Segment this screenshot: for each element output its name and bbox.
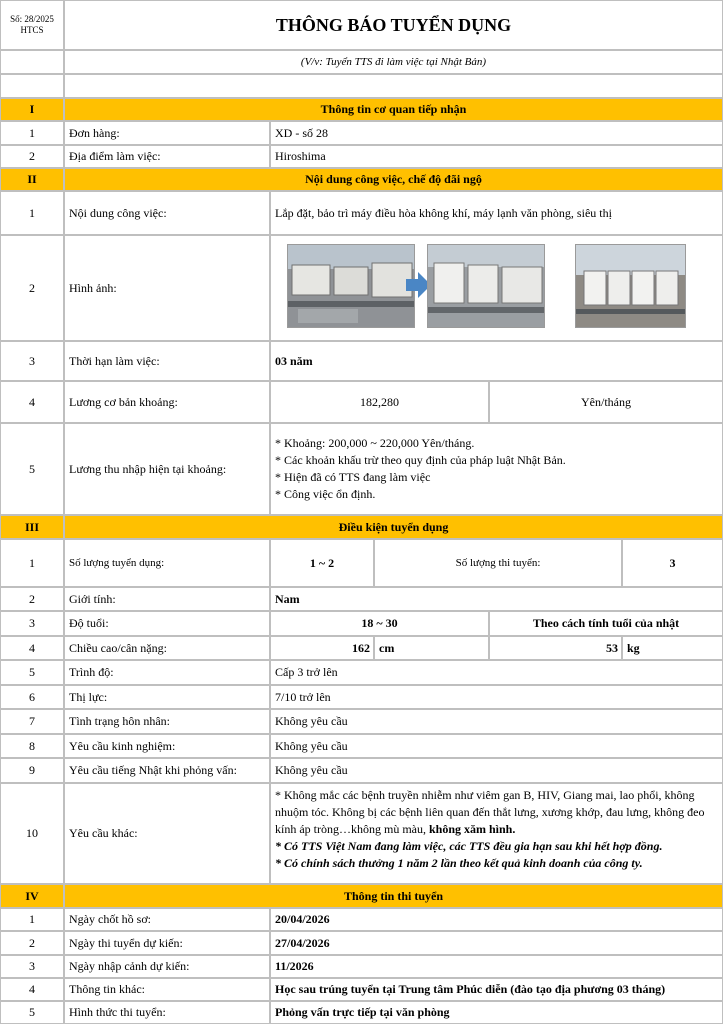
row-label: Số lượng tuyển dụng: (64, 539, 270, 587)
page-subtitle: (V/v: Tuyển TTS đi làm việc tại Nhật Bản) (64, 50, 723, 74)
work-duration: 03 năm (270, 341, 723, 381)
income-line: * Khoảng: 200,000 ~ 220,000 Yên/tháng. (275, 436, 475, 450)
extension-note: * Có TTS Việt Nam đang làm việc, các TTS đều gia hạn sau khi hết hợp đồng. (275, 839, 663, 853)
row-label: Yêu cầu tiếng Nhật khi phỏng vấn: (64, 758, 270, 783)
row-label: Ngày chốt hồ sơ: (64, 908, 270, 931)
base-salary-unit: Yên/tháng (489, 381, 723, 423)
age-note: Theo cách tính tuổi của nhật (489, 611, 723, 636)
row-number: 7 (0, 709, 64, 734)
row-number: 4 (0, 978, 64, 1001)
row-number: 2 (0, 145, 64, 168)
exam-format-value: Phỏng vấn trực tiếp tại văn phòng (270, 1001, 723, 1024)
job-description: Lắp đặt, bảo trì máy điều hòa không khí, máy lạnh văn phòng, siêu thị (270, 191, 723, 235)
recruit-count: 1 ~ 2 (270, 539, 374, 587)
experience-value: Không yêu cầu (270, 734, 723, 758)
row-label: Giới tính: (64, 587, 270, 611)
weight-unit: kg (622, 636, 723, 660)
row-number: 2 (0, 587, 64, 611)
section-4-number: IV (0, 884, 64, 908)
section-2-title: Nội dung công việc, chế độ đãi ngộ (64, 168, 723, 191)
row-label: Độ tuổi: (64, 611, 270, 636)
age-range: 18 ~ 30 (270, 611, 489, 636)
row-label: Hình thức thi tuyển: (64, 1001, 270, 1024)
row-number: 1 (0, 121, 64, 145)
row-number: 4 (0, 636, 64, 660)
row-number: 5 (0, 423, 64, 515)
location-value: Hiroshima (270, 145, 723, 168)
row-number: 3 (0, 955, 64, 978)
row-number: 5 (0, 660, 64, 685)
order-value: XD - số 28 (270, 121, 723, 145)
ac-units-photo-before (287, 244, 415, 328)
ac-units-photo-after (427, 244, 545, 328)
row-label: Yêu cầu kinh nghiệm: (64, 734, 270, 758)
income-line: * Công việc ổn định. (275, 487, 376, 501)
row-label: Thị lực: (64, 685, 270, 709)
section-1-title: Thông tin cơ quan tiếp nhận (64, 98, 723, 121)
eyesight-value: 7/10 trở lên (270, 685, 723, 709)
income-line: * Các khoản khấu trừ theo quy định của pháp luật Nhật Bản. (275, 453, 566, 467)
exam-date-value: 27/04/2026 (270, 931, 723, 955)
row-number: 1 (0, 191, 64, 235)
row-label: Lương thu nhập hiện tại khoảng: (64, 423, 270, 515)
row-label: Hình ảnh: (64, 235, 270, 341)
row-number: 6 (0, 685, 64, 709)
row-label: Nội dung công việc: (64, 191, 270, 235)
no-tattoo-text: không xăm hình. (428, 822, 516, 836)
spacer-left (0, 50, 64, 74)
other-requirements (270, 783, 723, 884)
ac-units-rooftop-photo (575, 244, 686, 328)
other-info-value: Học sau trúng tuyển tại Trung tâm Phúc diễn (đào tạo địa phương 03 tháng) (270, 978, 723, 1001)
row-number: 3 (0, 341, 64, 381)
education-value: Cấp 3 trở lên (270, 660, 723, 685)
row-label: Thông tin khác: (64, 978, 270, 1001)
section-1-number: I (0, 98, 64, 121)
japanese-requirement-value: Không yêu cầu (270, 758, 723, 783)
row-label: Thời hạn làm việc: (64, 341, 270, 381)
row-number: 5 (0, 1001, 64, 1024)
exam-count: 3 (622, 539, 723, 587)
section-4-title: Thông tin thi tuyển (64, 884, 723, 908)
doc-number-box (0, 0, 64, 50)
page-title: THÔNG BÁO TUYỂN DỤNG (64, 0, 723, 50)
doc-number: Số: 28/2025 (10, 14, 54, 24)
row-label: Trình độ: (64, 660, 270, 685)
income-line: * Hiện đã có TTS đang làm việc (275, 470, 431, 484)
row-label: Ngày nhập cảnh dự kiến: (64, 955, 270, 978)
row-label: Chiều cao/cân nặng: (64, 636, 270, 660)
row-label: Địa điểm làm việc: (64, 145, 270, 168)
income-details (270, 423, 723, 515)
row-number: 1 (0, 908, 64, 931)
row-label: Đơn hàng: (64, 121, 270, 145)
row-number: 10 (0, 783, 64, 884)
row-label: Tình trạng hôn nhân: (64, 709, 270, 734)
base-salary-value: 182,280 (270, 381, 489, 423)
height-value: 162 (270, 636, 374, 660)
row-number: 4 (0, 381, 64, 423)
health-requirements (275, 787, 718, 838)
bonus-note: * Có chính sách thưởng 1 năm 2 lần theo kết quả kinh doanh của công ty. (275, 856, 643, 870)
row-label: Yêu cầu khác: (64, 783, 270, 884)
health-text: * Không mắc các bệnh truyền nhiễm như viêm gan B, HIV, Giang mai, lao phổi, không nhuộm tóc. Không bị các bệnh liên quan đến thắt lưng, xương khớp, đau lưng, không đeo kính áp tròng…không mù màu, (275, 788, 705, 836)
spacer-row-a (0, 74, 64, 98)
weight-value: 53 (489, 636, 622, 660)
row-number: 8 (0, 734, 64, 758)
height-unit: cm (374, 636, 489, 660)
row-label: Lương cơ bản khoảng: (64, 381, 270, 423)
section-3-title: Điều kiện tuyển dụng (64, 515, 723, 539)
entry-date-value: 11/2026 (270, 955, 723, 978)
row-label: Ngày thi tuyển dự kiến: (64, 931, 270, 955)
row-number: 2 (0, 235, 64, 341)
spacer-row-b (64, 74, 723, 98)
row-number: 1 (0, 539, 64, 587)
deadline-value: 20/04/2026 (270, 908, 723, 931)
org-code: HTCS (20, 25, 44, 35)
exam-count-label: Số lượng thi tuyển: (374, 539, 622, 587)
marital-status-value: Không yêu cầu (270, 709, 723, 734)
section-2-number: II (0, 168, 64, 191)
row-number: 2 (0, 931, 64, 955)
row-number: 9 (0, 758, 64, 783)
section-3-number: III (0, 515, 64, 539)
row-number: 3 (0, 611, 64, 636)
gender-value: Nam (270, 587, 723, 611)
